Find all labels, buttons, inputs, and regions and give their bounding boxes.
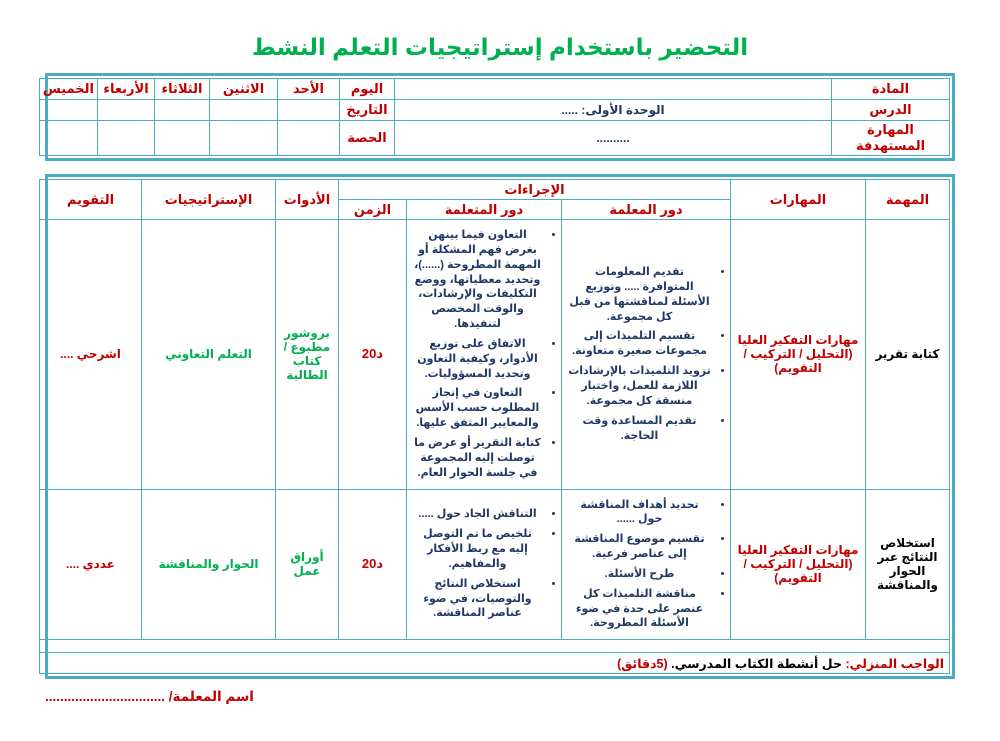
teacher-role-cell xyxy=(562,220,731,490)
bullet-item: • تلخيص ما تم التوصل إليه مع ربط الأفكار والمفاهيم. xyxy=(413,527,542,572)
target-skill-label: المهارة المستهدفة xyxy=(832,121,950,156)
homework-cell xyxy=(40,653,950,674)
day-tuesday: الثلاثاء xyxy=(155,79,210,100)
evaluation-cell: عددي .... xyxy=(40,489,142,640)
strategy-cell: الحوار والمناقشة xyxy=(142,489,276,640)
bullet-item: • الاتفاق على توزيع الأدوار، وكيفية التعاون وتحديد المسؤوليات. xyxy=(413,337,542,382)
day-thursday: الخميس xyxy=(40,79,98,100)
tools-cell: بروشور مطبوع / كتاب الطالبة xyxy=(276,220,339,490)
period-cell xyxy=(98,121,155,156)
day-monday: الاثنين xyxy=(210,79,278,100)
empty-spacer-row xyxy=(40,640,950,653)
header-tools: الأدوات xyxy=(276,180,339,220)
info-row-period xyxy=(40,121,950,156)
bullet-item: • مناقشة التلميذات كل عنصر على حدة في ضوء الأسئلة المطروحة. xyxy=(568,587,711,632)
lesson-label: الدرس xyxy=(832,100,950,121)
task-cell: استخلاص النتائج عبر الحوار والمناقشة xyxy=(866,489,950,640)
teacher-role-list xyxy=(565,491,727,639)
target-skill-value: .......... xyxy=(395,121,832,156)
bullet-item: • التعاون فيما بينهن بغرض فهم المشكلة أو المهمة المطروحة (......)، وتحديد معطياتها، ووضع التكليفات والإرشادات، والوقت المخصص لتنفيذها. xyxy=(413,228,542,332)
plan-table xyxy=(45,174,955,679)
bullet-item: • تقسيم موضوع المناقشة إلى عناصر فرعية. xyxy=(568,532,711,562)
bullet-item: • استخلاص النتائج والتوصيات، في ضوء عناصر المناقشة. xyxy=(413,577,542,622)
bullet-item: • تقديم المعلومات المتوافرة ..... وتوزيع الأسئلة لمناقشتها من قبل كل مجموعة. xyxy=(568,265,711,324)
bullet-item: • التعاون في إنجاز المطلوب حسب الأسس والمعايير المتفق عليها. xyxy=(413,386,542,431)
bullet-item: • التناقش الجاد حول ..... xyxy=(413,507,542,522)
bullet-item: • تزويد التلميذات بالإرشادات اللازمة للعمل، واختيار منسقة كل مجموعة. xyxy=(568,364,711,409)
learner-role-cell xyxy=(407,489,562,640)
page-title: التحضير باستخدام إستراتيجيات التعلم النشط xyxy=(251,34,749,60)
homework-text: حل أنشطة الكتاب المدرسي. xyxy=(667,656,846,671)
date-label: التاريخ xyxy=(340,100,395,121)
skills-cell: مهارات التفكير العليا (التحليل / التركيب / التقويم) xyxy=(731,220,866,490)
spacer-cell xyxy=(40,640,950,653)
plan-row-report-writing xyxy=(40,220,950,490)
info-table xyxy=(42,73,955,161)
plan-header-row-1 xyxy=(40,180,950,200)
time-cell: 20د xyxy=(339,220,407,490)
time-cell: 20د xyxy=(339,489,407,640)
period-cell xyxy=(155,121,210,156)
subject-label: المادة xyxy=(832,79,950,100)
day-label: اليوم xyxy=(340,79,395,100)
date-cell xyxy=(210,100,278,121)
period-cell xyxy=(40,121,98,156)
header-procedures: الإجراءات xyxy=(339,180,731,200)
strategy-cell: التعلم التعاوني xyxy=(142,220,276,490)
header-task: المهمة xyxy=(866,180,950,220)
date-cell xyxy=(155,100,210,121)
header-learner-role: دور المتعلمة xyxy=(407,200,562,220)
day-wednesday: الأربعاء xyxy=(98,79,155,100)
date-cell xyxy=(98,100,155,121)
header-skills: المهارات xyxy=(731,180,866,220)
lesson-value: الوحدة الأولى: ..... xyxy=(395,100,832,121)
header-evaluation: التقويم xyxy=(40,180,142,220)
document-page xyxy=(42,34,955,705)
learner-role-list xyxy=(410,221,558,488)
header-teacher-role: دور المعلمة xyxy=(562,200,731,220)
tools-cell: أوراق عمل xyxy=(276,489,339,640)
subject-value-cell xyxy=(395,79,832,100)
day-sunday: الأحد xyxy=(278,79,340,100)
header-strategies: الإستراتيجيات xyxy=(142,180,276,220)
learner-role-list xyxy=(410,500,558,628)
date-cell xyxy=(278,100,340,121)
period-cell xyxy=(210,121,278,156)
homework-duration: (5دقائق) xyxy=(617,656,668,671)
period-label: الحصة xyxy=(340,121,395,156)
period-cell xyxy=(278,121,340,156)
task-cell: كتابة تقرير xyxy=(866,220,950,490)
bullet-item: • كتابة التقرير أو عرض ما توصلت إليه المجموعة في جلسة الحوار العام. xyxy=(413,436,542,481)
teacher-role-cell xyxy=(562,489,731,640)
teacher-role-list xyxy=(565,258,727,450)
homework-label: الواجب المنزلي: xyxy=(845,656,944,671)
bullet-item: • طرح الأسئلة. xyxy=(568,567,711,582)
bullet-item: • تحديد أهداف المناقشة حول ...... xyxy=(568,498,711,528)
info-row-day xyxy=(40,79,950,100)
bullet-item: • تقديم المساعدة وقت الحاجة. xyxy=(568,414,711,444)
skills-cell: مهارات التفكير العليا (التحليل / التركيب / التقويم) xyxy=(731,489,866,640)
plan-row-discussion xyxy=(40,489,950,640)
bullet-item: • تقسيم التلميذات إلى مجموعات صغيرة متعاونة. xyxy=(568,329,711,359)
learner-role-cell xyxy=(407,220,562,490)
header-time: الزمن xyxy=(339,200,407,220)
date-cell xyxy=(40,100,98,121)
evaluation-cell: اشرحي .... xyxy=(40,220,142,490)
teacher-name-line: اسم المعلمة/ ................................ xyxy=(45,689,254,705)
info-row-date xyxy=(40,100,950,121)
homework-row xyxy=(40,653,950,674)
